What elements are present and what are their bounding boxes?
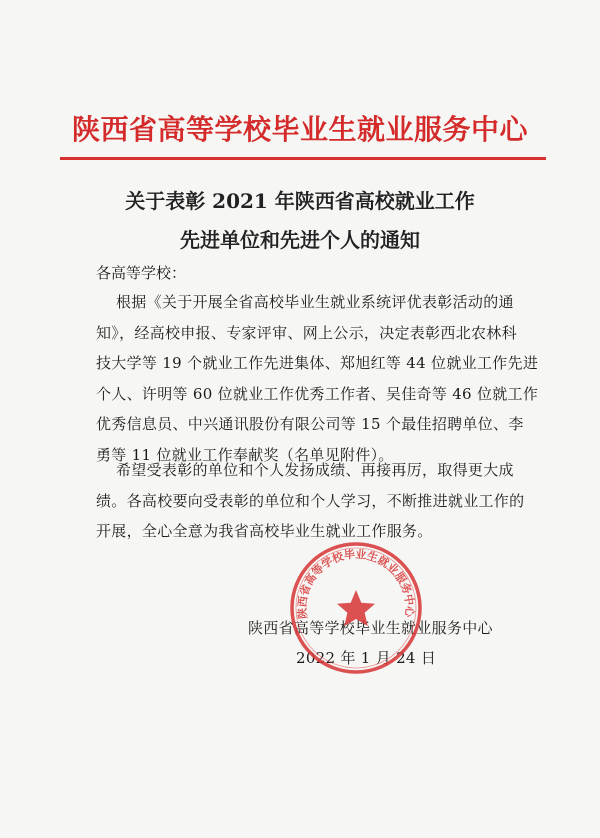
seal-ring-text: 陕西省高等学校毕业生就业服务中心 (295, 547, 417, 620)
seal-star-icon (337, 590, 375, 626)
paragraph-1-line: 知》，经高校申报、专家评审、网上公示，决定表彰西北农林科 (96, 323, 517, 342)
issuer-signature: 陕西省高等学校毕业生就业服务中心 (248, 619, 493, 637)
issue-date: 2022 年 1 月 24 日 (296, 649, 437, 667)
paragraph-1-line: 勇等 11 位就业工作奉献奖（名单见附件）。 (96, 445, 394, 464)
paragraph-1-line: 优秀信息员、中兴通讯股份有限公司等 15 个最佳招聘单位、李 (96, 415, 524, 433)
paragraph-2 (96, 455, 525, 547)
salutation: 各高等学校： (96, 264, 187, 282)
paragraph-2-line: 开展，全心全意为我省高校毕业生就业工作服务。 (96, 522, 433, 540)
paragraph-2-line: 绩。各高校要向受表彰的单位和个人学习，不断推进就业工作的 (96, 491, 525, 510)
document-title-line-2: 先进单位和先进个人的通知 (180, 228, 420, 252)
paragraph-1-line: 个人、许明等 60 位就业工作优秀工作者、吴佳奇等 46 位就工作 (96, 384, 539, 403)
official-seal-stamp (286, 538, 426, 678)
paragraph-1-line: 技大学等 19 个就业工作先进集体、郑旭红等 44 位就业工作先进 (96, 354, 539, 372)
paragraph-2-line: 希望受表彰的单位和个人发扬成绩、再接再厉，取得更大成 (116, 461, 514, 479)
paragraph-1-line: 根据《关于开展全省高校毕业生就业系统评优表彰活动的通 (116, 293, 514, 311)
letterhead-org-name: 陕西省高等学校毕业生就业服务中心 (71, 113, 528, 146)
document-title-line-1: 关于表彰 2021 年陕西省高校就业工作 (125, 189, 475, 213)
letterhead-red-rule (60, 157, 546, 160)
paragraph-1 (96, 287, 539, 470)
